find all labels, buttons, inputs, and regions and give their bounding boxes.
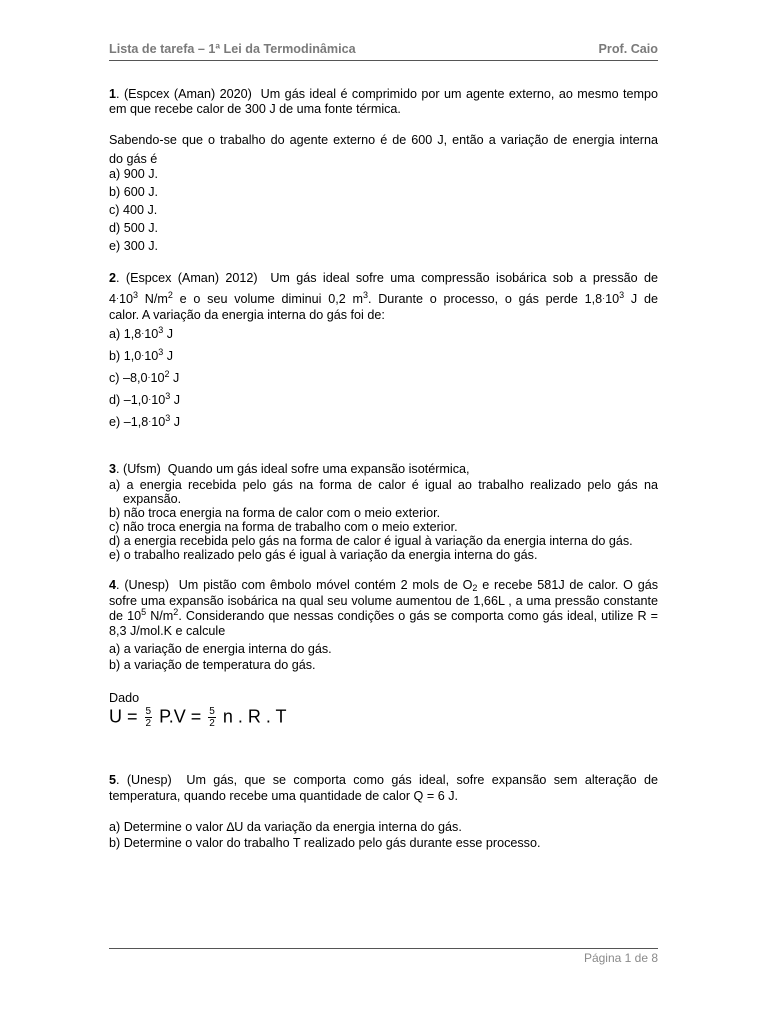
q1-line1: 1. (Espcex (Aman) 2020) Um gás ideal é comprimido por um agente externo, ao mesmo tempo <box>109 87 659 101</box>
q3-option-a-line2: expansão. <box>123 492 182 506</box>
q2-number: 2 <box>109 271 117 285</box>
q2-pressure-exp: 3 <box>133 290 139 300</box>
q2-option-b: b) $1,0\cdot 10^3$ J <box>109 347 174 363</box>
q5-number: 5 <box>109 773 117 787</box>
q3-option-a-line1: a) a energia recebida pelo gás na forma de calor é igual ao trabalho realizado pelo gás na <box>109 478 658 492</box>
q4-line4: 8,3 J/mol.K e calcule <box>109 624 226 638</box>
q1-option-c: c) 400 J. <box>109 203 158 217</box>
q4-line1: 4. (Unesp) Um pistão com êmbolo móvel contém 2 mols de $O_2$ e recebe 581J de calor. O gás <box>109 578 658 593</box>
q5-line1: 5. (Unesp) Um gás, que se comporta como gás ideal, sofre expansão sem alteração de <box>109 773 659 787</box>
q2-unit-m: m <box>157 292 168 306</box>
fraction-2: $\frac{5}{2}$ <box>209 706 215 729</box>
q5-option-b: b) Determine o valor do trabalho T realizado pelo gás durante esse processo. <box>109 836 541 850</box>
q2-volume-exp: 3 <box>362 290 368 300</box>
q1-line3: Sabendo-se que o trabalho do agente externo é de 600 J, então a variação de energia interna <box>109 133 658 147</box>
q4-exp-2: 2 <box>173 607 179 617</box>
q2-option-c: c) $-8,0\cdot 10^2$ J <box>109 369 180 385</box>
page-header <box>109 42 658 61</box>
q5-line2: temperatura, quando recebe uma quantidade de calor Q = 6 J. <box>109 789 459 803</box>
q2-heat-text: . Durante o processo, o gás perde 1,8 <box>367 292 603 306</box>
q2-heat-base: 10 <box>605 292 620 306</box>
fraction-1: $\frac{5}{2}$ <box>145 706 152 729</box>
q1-line4: do gás é <box>109 152 158 166</box>
q4-o2-sub: 2 <box>472 583 478 593</box>
formula-u: U = <box>109 706 143 727</box>
q4-option-a: a) a variação de energia interna do gás. <box>109 642 332 656</box>
q1-option-e: e) 300 J. <box>109 239 159 253</box>
q4-text-3b: N/m <box>146 609 174 623</box>
q1-option-d: d) 500 J. <box>109 221 159 235</box>
q1-source: (Espcex (Aman) 2020) <box>123 87 252 101</box>
q5-text-1: Um gás, que se comporta como gás ideal, sofre expansão sem alteração de <box>186 773 659 787</box>
q2-heat-unit: J de <box>624 292 658 306</box>
q1-option-b: b) 600 J. <box>109 185 159 199</box>
q3-option-c: c) não troca energia na forma de trabalho com o meio exterior. <box>109 520 458 534</box>
q3-option-b: b) não troca energia na forma de calor com o meio exterior. <box>109 506 441 520</box>
q2-volume-text: e o seu volume diminui 0,2 m <box>172 292 363 306</box>
q2-heat-exp: 3 <box>619 290 625 300</box>
q4-source: (Unesp) <box>124 578 170 592</box>
q2-unit-n: N <box>138 292 154 306</box>
q3-line1: 3. (Ufsm) Quando um gás ideal sofre uma expansão isotérmica, <box>109 462 470 476</box>
dado-label: Dado <box>109 691 140 705</box>
q2-line2: $4\cdot 10^3$ $N/m^2$ e o seu volume diminui 0,2 $m^3$. Durante o processo, o gás perde $1,8\cdot 10^3$ J de <box>109 290 658 306</box>
q2-pressure-mantissa: 4 <box>109 292 117 306</box>
page-number: Página 1 de 8 <box>583 951 658 965</box>
q4-option-b: b) a variação de temperatura do gás. <box>109 658 316 672</box>
header-title: Lista de tarefa – 1ª Lei da Termodinâmica <box>109 42 356 56</box>
q4-line3 <box>109 608 658 624</box>
q2-pressure-base: 10 <box>119 292 134 306</box>
formula-pv: P.V = <box>154 706 207 727</box>
q4-exp-5: 5 <box>141 607 147 617</box>
q5-option-a: a) Determine o valor ∆U da variação da energia interna do gás. <box>109 820 462 834</box>
q4-text-3a: de 10 <box>109 609 142 623</box>
q4-text-1b: e recebe 581J de calor. O gás <box>477 578 658 592</box>
formula-nrt: n . R . T <box>217 706 287 727</box>
q3-source: (Ufsm) <box>123 462 161 476</box>
q4-text-3c: . Considerando que nessas condições o gás se comporta como gás ideal, utilize R = <box>178 609 658 623</box>
q5-source: (Unesp) <box>126 773 172 787</box>
q1-option-a: a) 900 J. <box>109 167 159 181</box>
page-footer <box>109 948 658 965</box>
q3-option-e: e) o trabalho realizado pelo gás é igual à variação da energia interna do gás. <box>109 548 538 562</box>
q4-line2: sofre uma expansão isobárica na qual seu volume aumentou de 1,66L , a uma pressão constante <box>109 594 658 608</box>
q2-line3: calor. A variação da energia interna do gás foi de: <box>109 308 385 322</box>
q2-line1: 2. (Espcex (Aman) 2012) Um gás ideal sofre uma compressão isobárica sob a pressão de <box>109 271 658 285</box>
q2-source: (Espcex (Aman) 2012) <box>125 271 258 285</box>
q1-number: 1 <box>109 87 117 101</box>
q2-unit-m-exp: 2 <box>167 290 173 300</box>
q4-number: 4 <box>109 578 117 592</box>
q1-line2: em que recebe calor de 300 J de uma fonte térmica. <box>109 102 401 116</box>
q2-option-e: e) $-1,8\cdot 10^3$ J <box>109 413 181 429</box>
q3-stem: Quando um gás ideal sofre uma expansão isotérmica, <box>167 462 470 476</box>
q1-text-1: Um gás ideal é comprimido por um agente externo, ao mesmo tempo <box>260 87 659 101</box>
header-author: Prof. Caio <box>598 42 658 56</box>
q3-number: 3 <box>109 462 117 476</box>
q2-option-d: d) $-1,0\cdot 10^3$ J <box>109 391 181 407</box>
q2-option-a: a) $1,8\cdot 10^3$ J <box>109 325 174 341</box>
dado-formula <box>109 706 287 729</box>
q4-text-1a: Um pistão com êmbolo móvel contém 2 mols de O <box>178 578 473 592</box>
q2-text-1: Um gás ideal sofre uma compressão isobárica sob a pressão de <box>270 271 658 285</box>
q3-option-d: d) a energia recebida pelo gás na forma de calor é igual à variação da energia interna do gás. <box>109 534 633 548</box>
